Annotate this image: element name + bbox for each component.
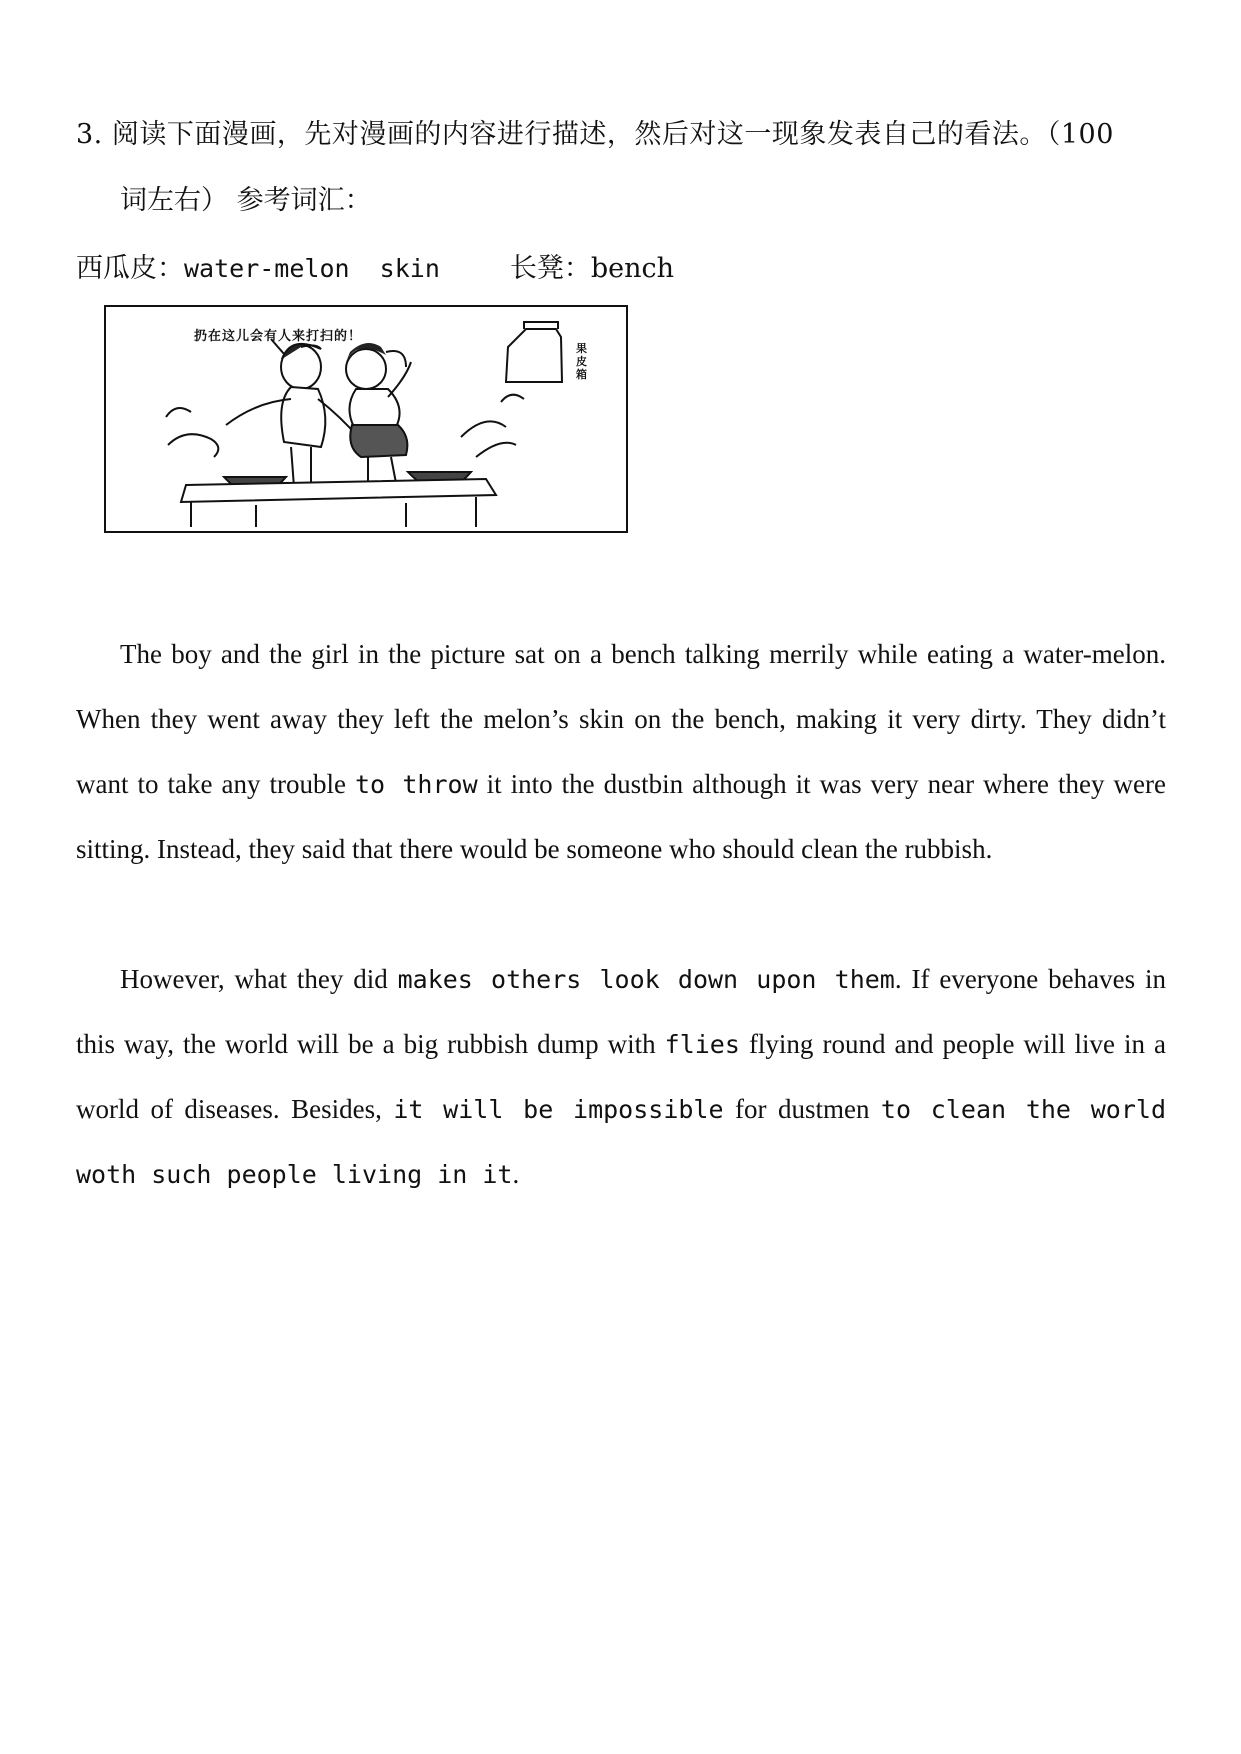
cartoon-illustration [104,305,628,533]
essay-p2-text-a: However, what they did [120,964,398,994]
question-line-2: 词左右） 参考词汇： [120,185,372,216]
essay-p2-text-d: for dustmen [723,1094,881,1124]
essay-paragraph-2 [76,947,1166,1207]
question-number: 3. [76,119,103,150]
essay-p2-text-e: . [512,1159,520,1189]
essay-p2-mono-4: to clean the world woth such people living in it [76,1095,1166,1189]
essay-p2-text-c: flying round and people will live in a world of diseases. Besides, [76,1029,1166,1124]
question-prompt: 阅读下面漫画，先对漫画的内容进行描述，然后对这一现象发表自己的看法。（100 [111,119,1114,150]
essay-p1-mono: to throw [354,770,478,799]
vocabulary-line [76,246,674,285]
vocab-term-1-en: water-melon skin [184,254,440,283]
vocab-term-1-cn: 西瓜皮： [76,253,184,284]
essay-p2-mono-3: it will be impossible [393,1095,724,1124]
essay-p2-mono-1: makes others look down upon them [397,965,895,994]
trash-bin-label: 果皮箱 [576,342,587,381]
question-line-1 [76,112,1114,151]
essay-paragraph-1 [76,622,1166,882]
vocab-term-2-en: bench [590,253,675,284]
essay-p2-text-b: . If everyone behaves in this way, the world will be a big rubbish dump with [76,964,1166,1059]
cartoon-drawing [106,307,626,531]
speech-bubble-text: 扔在这儿会有人来打扫的！ [194,329,363,344]
essay-p1-text-a: The boy and the girl in the picture sat on a bench talking merrily while eating a water-melon. When they went away they left the melon’s skin on the bench, making it very dirty. They didn’t want to take any trouble [76,639,1166,799]
essay-p1-text-b: it into the dustbin although it was very near where they were sitting. Instead, they said that there would be someone who should clean the rubbish. [76,769,1166,864]
vocab-term-2-cn: 长凳： [509,253,591,284]
essay-p2-mono-2: flies [664,1030,740,1059]
